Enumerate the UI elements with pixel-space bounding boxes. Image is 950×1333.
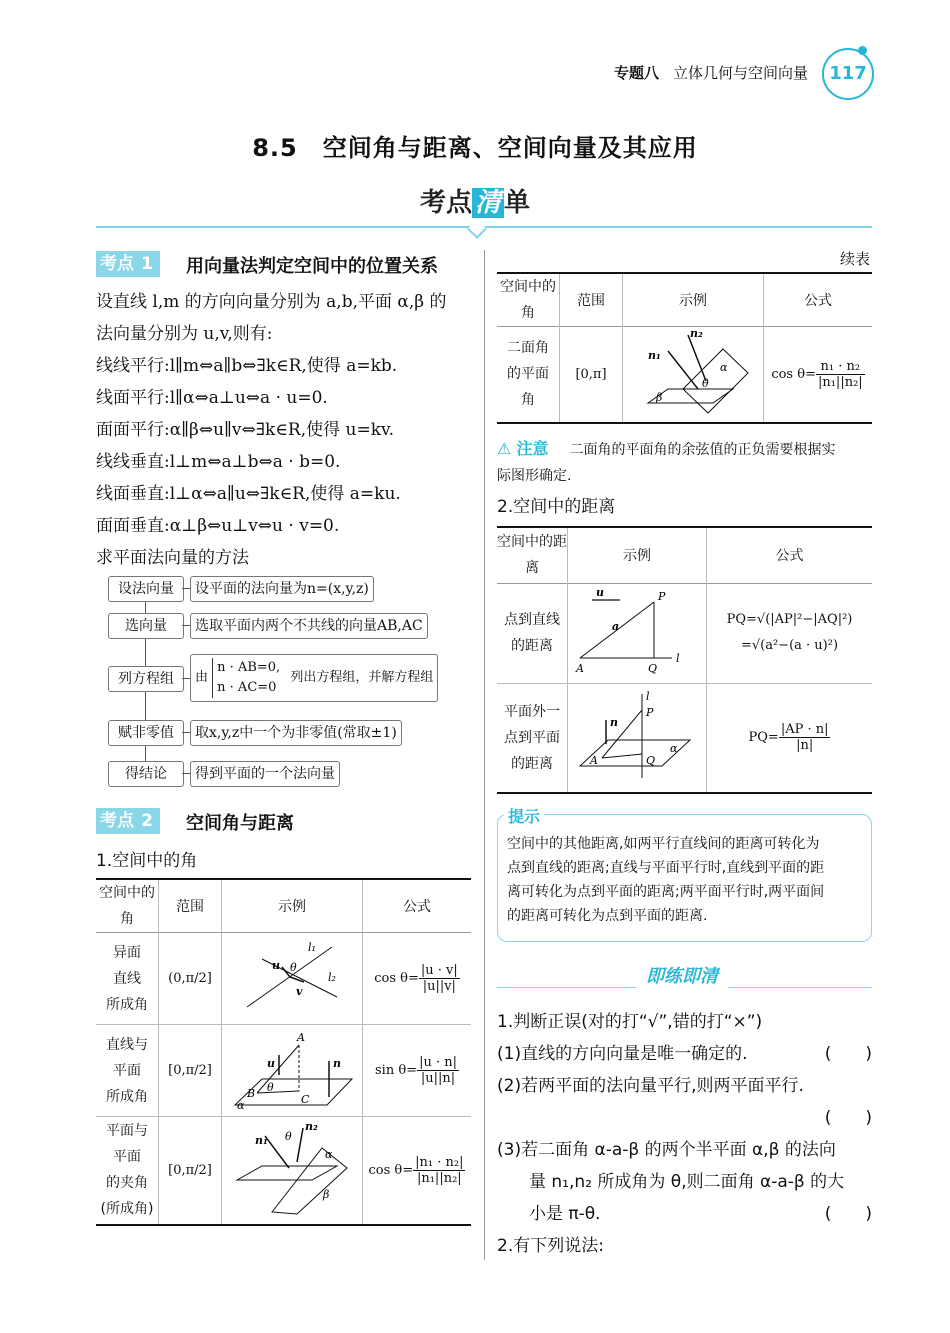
page-number-dot <box>858 46 867 55</box>
header-subtitle: 立体几何与空间向量 <box>672 64 808 82</box>
flow-desc-1: 设平面的法向量为n=(x,y,z) <box>190 576 374 602</box>
label-beta: β <box>656 391 663 405</box>
flow-desc-5: 得到平面的一个法向量 <box>190 761 340 787</box>
question-1-1: (1)直线的方向向量是唯一确定的. ( ) <box>497 1038 872 1070</box>
label-alpha: α <box>237 1098 245 1111</box>
practice-questions <box>497 1006 872 1262</box>
answer-blank: ( ) <box>824 1044 872 1064</box>
distance-name: 平面外一 点到平面 的距离 <box>504 703 560 772</box>
banner-part3: 单 <box>504 188 531 218</box>
col-header: 示例 <box>568 527 707 583</box>
table-row <box>96 1025 471 1117</box>
header-topic: 专题八 立体几何与空间向量 <box>613 64 808 82</box>
label-n2: n₂ <box>690 327 703 341</box>
flow-link <box>182 588 190 589</box>
col-header: 范围 <box>159 879 222 933</box>
label-a: a <box>612 620 620 633</box>
col-header: 空间中的角 <box>99 885 155 927</box>
label-A: A <box>590 753 598 767</box>
angle-formula: cos θ= $\frac{\text{n₁ · n₂}}{\text{|n₁||n₂|}}$ <box>764 327 873 423</box>
diagram-point-plane <box>568 683 707 793</box>
diagram-line-plane <box>222 1025 363 1117</box>
flow-step-3: 列方程组 <box>108 666 184 692</box>
angle-table <box>96 878 471 1226</box>
section1-tag: 考点 1 <box>96 251 160 277</box>
label-theta: θ <box>290 960 297 974</box>
angle-range: [0,π/2] <box>159 1117 222 1225</box>
body-line: 线面平行:l∥α⇔a⊥u⇔a · u=0. <box>96 388 328 408</box>
label-l2: l₂ <box>328 970 336 984</box>
distance-formula: PQ= $\frac{|AP \cdot n|}{|n|}$ <box>707 683 873 793</box>
continued-label: 续表 <box>839 250 870 268</box>
flow-step-5: 得结论 <box>108 761 184 787</box>
label-C: C <box>301 1092 310 1106</box>
label-n: n <box>610 715 618 729</box>
eq-line-1: n · AB=0, <box>217 660 281 675</box>
distance-formula: PQ=√(|AP|²−|AQ|²) =√(a²−(a · u)²) <box>707 583 873 683</box>
tip-label: 提示 <box>504 807 544 826</box>
label-alpha: α <box>670 741 678 755</box>
answer-blank: ( ) <box>824 1108 872 1128</box>
table-row <box>497 327 872 423</box>
diagram-dihedral <box>623 327 764 423</box>
col-header: 空间中的距离 <box>497 534 567 577</box>
tip-label-wrap <box>504 804 544 827</box>
label-n1: n₁ <box>648 349 661 363</box>
question-2: 2.有下列说法: <box>497 1236 604 1256</box>
label-l1: l₁ <box>308 940 316 954</box>
body-line: 线线垂直:l⊥m⇔a⊥b⇔a · b=0. <box>96 452 341 472</box>
diagram-point-line <box>568 583 707 683</box>
label-theta: θ <box>702 377 709 391</box>
flow-link <box>182 678 190 679</box>
body-line: 面面垂直:α⊥β⇔u⊥v⇔u · v=0. <box>96 516 340 536</box>
label-theta: θ <box>267 1080 274 1094</box>
flow-step-2: 选向量 <box>108 613 184 639</box>
angle-formula: cos θ= $\frac{|u \cdot v|}{|u||v|}$ <box>363 933 472 1025</box>
flow-link <box>182 732 190 733</box>
table-row <box>497 583 872 683</box>
label-n1: n₁ <box>255 1134 268 1148</box>
continued-table <box>497 272 872 424</box>
flow-desc-4: 取x,y,z中一个为非零值(常取±1) <box>190 720 402 746</box>
question-1-2: (2)若两平面的法向量平行,则两平面平行. <box>497 1076 804 1096</box>
flow-desc-2: 选取平面内两个不共线的向量AB,AC <box>190 613 428 639</box>
col-header: 范围 <box>560 273 623 327</box>
tip-content <box>507 832 865 928</box>
table-row <box>96 933 471 1025</box>
label-v: v <box>296 984 303 998</box>
label-A: A <box>297 1030 305 1044</box>
body-line: 面面平行:α∥β⇔u∥v⇔∃k∈R,使得 u=kv. <box>96 420 394 440</box>
answer-blank: ( ) <box>824 1204 872 1224</box>
label-u: u <box>596 586 604 599</box>
warning-icon: ⚠ <box>497 439 512 458</box>
angle-formula: sin θ= $\frac{|u \cdot n|}{|u||n|}$ <box>363 1025 472 1117</box>
angle-name: 二面角 的平面 角 <box>507 340 549 409</box>
banner-part2: 清 <box>472 188 504 218</box>
table-row <box>497 683 872 793</box>
body-line: 求平面法向量的方法 <box>96 548 249 568</box>
question-1-3: (3)若二面角 α-a-β 的两个半平面 α,β 的法向 <box>497 1140 836 1160</box>
label-u: u <box>267 1056 275 1070</box>
banner-part1: 考点 <box>419 188 472 218</box>
label-alpha: α <box>325 1148 333 1162</box>
label-u: u <box>272 958 280 972</box>
angle-name: 异面 直线 所成角 <box>106 944 148 1013</box>
label-n2: n₂ <box>305 1120 318 1134</box>
label-theta: θ <box>285 1130 292 1144</box>
distance-name: 点到直线 的距离 <box>504 612 560 654</box>
angle-formula: cos θ= $\frac{\text{|n₁ · n₂|}}{\text{|n₁||n₂|}}$ <box>363 1117 472 1225</box>
tip-line: 点到直线的距离;直线与平面平行时,直线到平面的距 <box>507 860 825 876</box>
flow-step-4: 赋非零值 <box>108 720 184 746</box>
eq-desc: 列出方程组，并解方程组 <box>290 670 434 685</box>
col-header: 公式 <box>707 527 873 583</box>
question-1: 1.判断正误(对的打“√”,错的打“×”) <box>497 1012 763 1032</box>
angle-heading: 1.空间中的角 <box>96 851 198 871</box>
banner-notch <box>467 219 487 239</box>
angle-range: [0,π/2] <box>159 1025 222 1117</box>
practice-title: 即练即清 <box>636 962 728 988</box>
section1-title: 用向量法判定空间中的位置关系 <box>186 256 438 277</box>
column-divider <box>484 250 485 1260</box>
label-B: B <box>247 1086 256 1100</box>
note-block <box>497 436 872 489</box>
tip-line: 的距离可转化为点到平面的距离. <box>507 908 708 924</box>
section1-body <box>96 286 476 574</box>
diagram-plane-plane <box>222 1117 363 1225</box>
distance-heading: 2.空间中的距离 <box>497 497 616 517</box>
angle-range: (0,π/2] <box>159 933 222 1025</box>
table-row <box>96 1117 471 1225</box>
note-text: 二面角的平面角的余弦值的正负需要根据实 <box>569 442 836 458</box>
flow-link <box>182 625 190 626</box>
question-1-3-cont: 小是 π-θ. ( ) <box>497 1198 872 1230</box>
flow-desc-3 <box>190 654 438 702</box>
body-line: 线线平行:l∥m⇔a∥b⇔∃k∈R,使得 a=kb. <box>96 356 398 376</box>
body-line: 线面垂直:l⊥α⇔a∥u⇔∃k∈R,使得 a=ku. <box>96 484 401 504</box>
col-header: 示例 <box>222 879 363 933</box>
page-number: 117 <box>822 48 874 100</box>
col-header: 示例 <box>623 273 764 327</box>
tip-line: 空间中的其他距离,如两平行直线间的距离可转化为 <box>507 836 820 852</box>
eq-prefix: 由 <box>195 670 209 685</box>
section2-tag: 考点 2 <box>96 808 160 834</box>
body-line: 法向量分别为 u,v,则有: <box>96 324 273 344</box>
section2-title: 空间角与距离 <box>186 813 294 834</box>
label-A: A <box>576 662 584 675</box>
label-P: P <box>646 705 654 719</box>
page-title: 8.5 空间角与距离、空间向量及其应用 <box>252 134 698 162</box>
note-text: 际图形确定. <box>497 468 572 484</box>
col-header: 空间中的角 <box>500 279 556 321</box>
col-header: 公式 <box>764 273 873 327</box>
flow-step-1: 设法向量 <box>108 576 184 602</box>
label-l: l <box>676 652 680 665</box>
note-label: 注意 <box>516 439 549 458</box>
diagram-skew-lines <box>222 933 363 1025</box>
label-beta: β <box>323 1188 330 1202</box>
eq-line-2: n · AC=0 <box>217 680 277 695</box>
tip-line: 离可转化为点到平面的距离;两平面平行时,两平面间 <box>507 884 825 900</box>
label-alpha: α <box>720 361 728 375</box>
angle-name: 平面与 平面 的夹角 (所成角) <box>100 1123 154 1218</box>
angle-range: [0,π] <box>560 327 623 423</box>
section-banner <box>0 182 950 219</box>
label-Q: Q <box>646 753 656 767</box>
col-header: 公式 <box>363 879 472 933</box>
question-1-3-cont: 量 n₁,n₂ 所成角为 θ,则二面角 α-a-β 的大 <box>529 1172 845 1192</box>
angle-name: 直线与 平面 所成角 <box>106 1036 148 1105</box>
label-l: l <box>646 689 650 703</box>
label-Q: Q <box>648 662 658 675</box>
label-n: n <box>333 1056 341 1070</box>
flow-link <box>182 773 190 774</box>
distance-table <box>497 526 872 794</box>
label-P: P <box>658 590 666 603</box>
body-line: 设直线 l,m 的方向向量分别为 a,b,平面 α,β 的 <box>96 292 447 312</box>
